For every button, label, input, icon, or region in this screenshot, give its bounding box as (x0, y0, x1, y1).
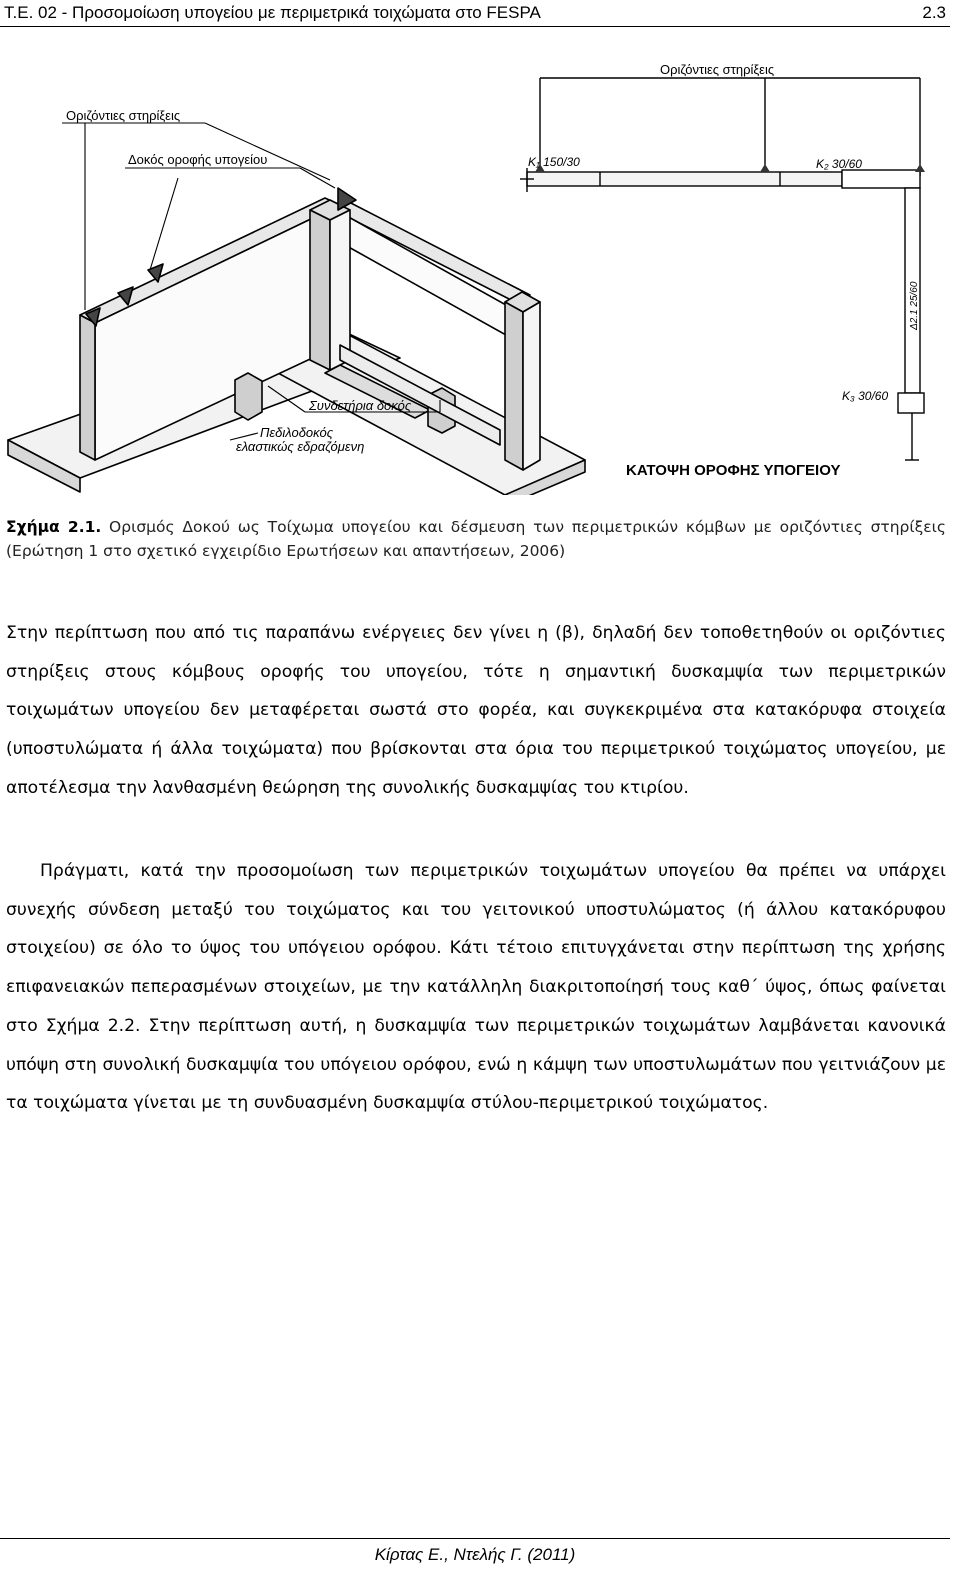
page-header (0, 0, 950, 27)
page-number: 2.3 (922, 3, 946, 22)
footer-rule (0, 1538, 950, 1539)
caption-label: Σχήμα 2.1. (6, 518, 102, 536)
label-roof-beam: Δοκός οροφής υπογείου (128, 152, 268, 167)
label-beam-d21: Δ2.1 25/60 (909, 281, 920, 330)
body-paragraph-2: Πράγματι, κατά την προσομοίωση των περιμετρικών τοιχωμάτων υπογείου θα πρέπει να υπάρχει συνεχής σύνδεση μεταξύ του τοιχώματος και του γειτονικού υποστυλώματος (ή άλλου κατακόρυφου στοιχείου) σε όλο το ύψος του υπόγειου ορόφου. Κάτι τέτοιο επιτυγχάνεται στην περίπτωση της χρήσης επιφανειακών πεπερασμένων στοιχείων, με την κατάλληλη διακριτοποίησή τους καθ΄ ύψος, όπως φαίνεται στο Σχήμα 2.2. Στην περίπτωση αυτή, η δυσκαμψία των περιμετρικών τοιχωμάτων λαμβάνεται κανονικά υπόψη στη συνολική δυσκαμψία του υπόγειου ορόφου, ενώ η κάμψη των υποστυλωμάτων που γειτνιάζουν με τα τοιχώματα γίνεται με τη συνδυασμένη δυσκαμψία στύλου-περιμετρικού τοιχώματος. (6, 861, 946, 1114)
figure-2-1 (0, 40, 960, 495)
label-foundation-beam-2: ελαστικώς εδραζόμενη (236, 439, 365, 454)
body-paragraph-1: Στην περίπτωση που από τις παραπάνω ενέργειες δεν γίνει η (β), δηλαδή δεν τοποθετηθούν οι οριζόντιες στηρίξεις στους κόμβους οροφής του υπογείου, τότε η σημαντική δυσκαμψία των περιμετρικών τοιχωμάτων υπογείου δεν μεταφέρεται σωστά στο φορέα, και συγκεκριμένα στα κατακόρυφα στοιχεία (υποστυλώματα ή άλλα τοιχώματα) που βρίσκονται στα όρια του περιμετρικού τοιχώματος υπογείου, με αποτέλεσμα την λανθασμένη θεώρηση της συνολικής δυσκαμψίας του κτιρίου. (6, 623, 946, 798)
label-horizontal-supports-right: Οριζόντιες στηρίξεις (660, 62, 775, 77)
header-title: Τ.Ε. 02 - Προσομοίωση υπογείου με περιμετρικά τοιχώματα στο FESPA (4, 3, 541, 22)
page-footer: Κίρτας Ε., Ντελής Γ. (2011) (374, 1545, 576, 1564)
label-k1: K₁ 150/30 (528, 155, 580, 169)
label-foundation-beam-1: Πεδιλοδοκός (260, 425, 334, 440)
label-k2: K₂ 30/60 (816, 157, 862, 171)
label-horizontal-supports-left: Οριζόντιες στηρίξεις (66, 108, 181, 123)
plan-title: ΚΑΤΟΨΗ ΟΡΟΦΗΣ ΥΠΟΓΕΙΟΥ (626, 462, 841, 479)
caption-text: Ορισμός Δοκού ως Τοίχωμα υπογείου και δέσμευση των περιμετρικών κόμβων με οριζόντιες στηρίξεις (Ερώτηση 1 στο σχετικό εγχειρίδιο Ερωτήσεων και απαντήσεων, 2006) (6, 518, 946, 560)
label-k3: K₃ 30/60 (842, 389, 889, 403)
figure-caption (6, 515, 946, 563)
plan-labels (528, 62, 920, 479)
label-tie-beam: Συνδετήρια δοκός (309, 398, 412, 413)
